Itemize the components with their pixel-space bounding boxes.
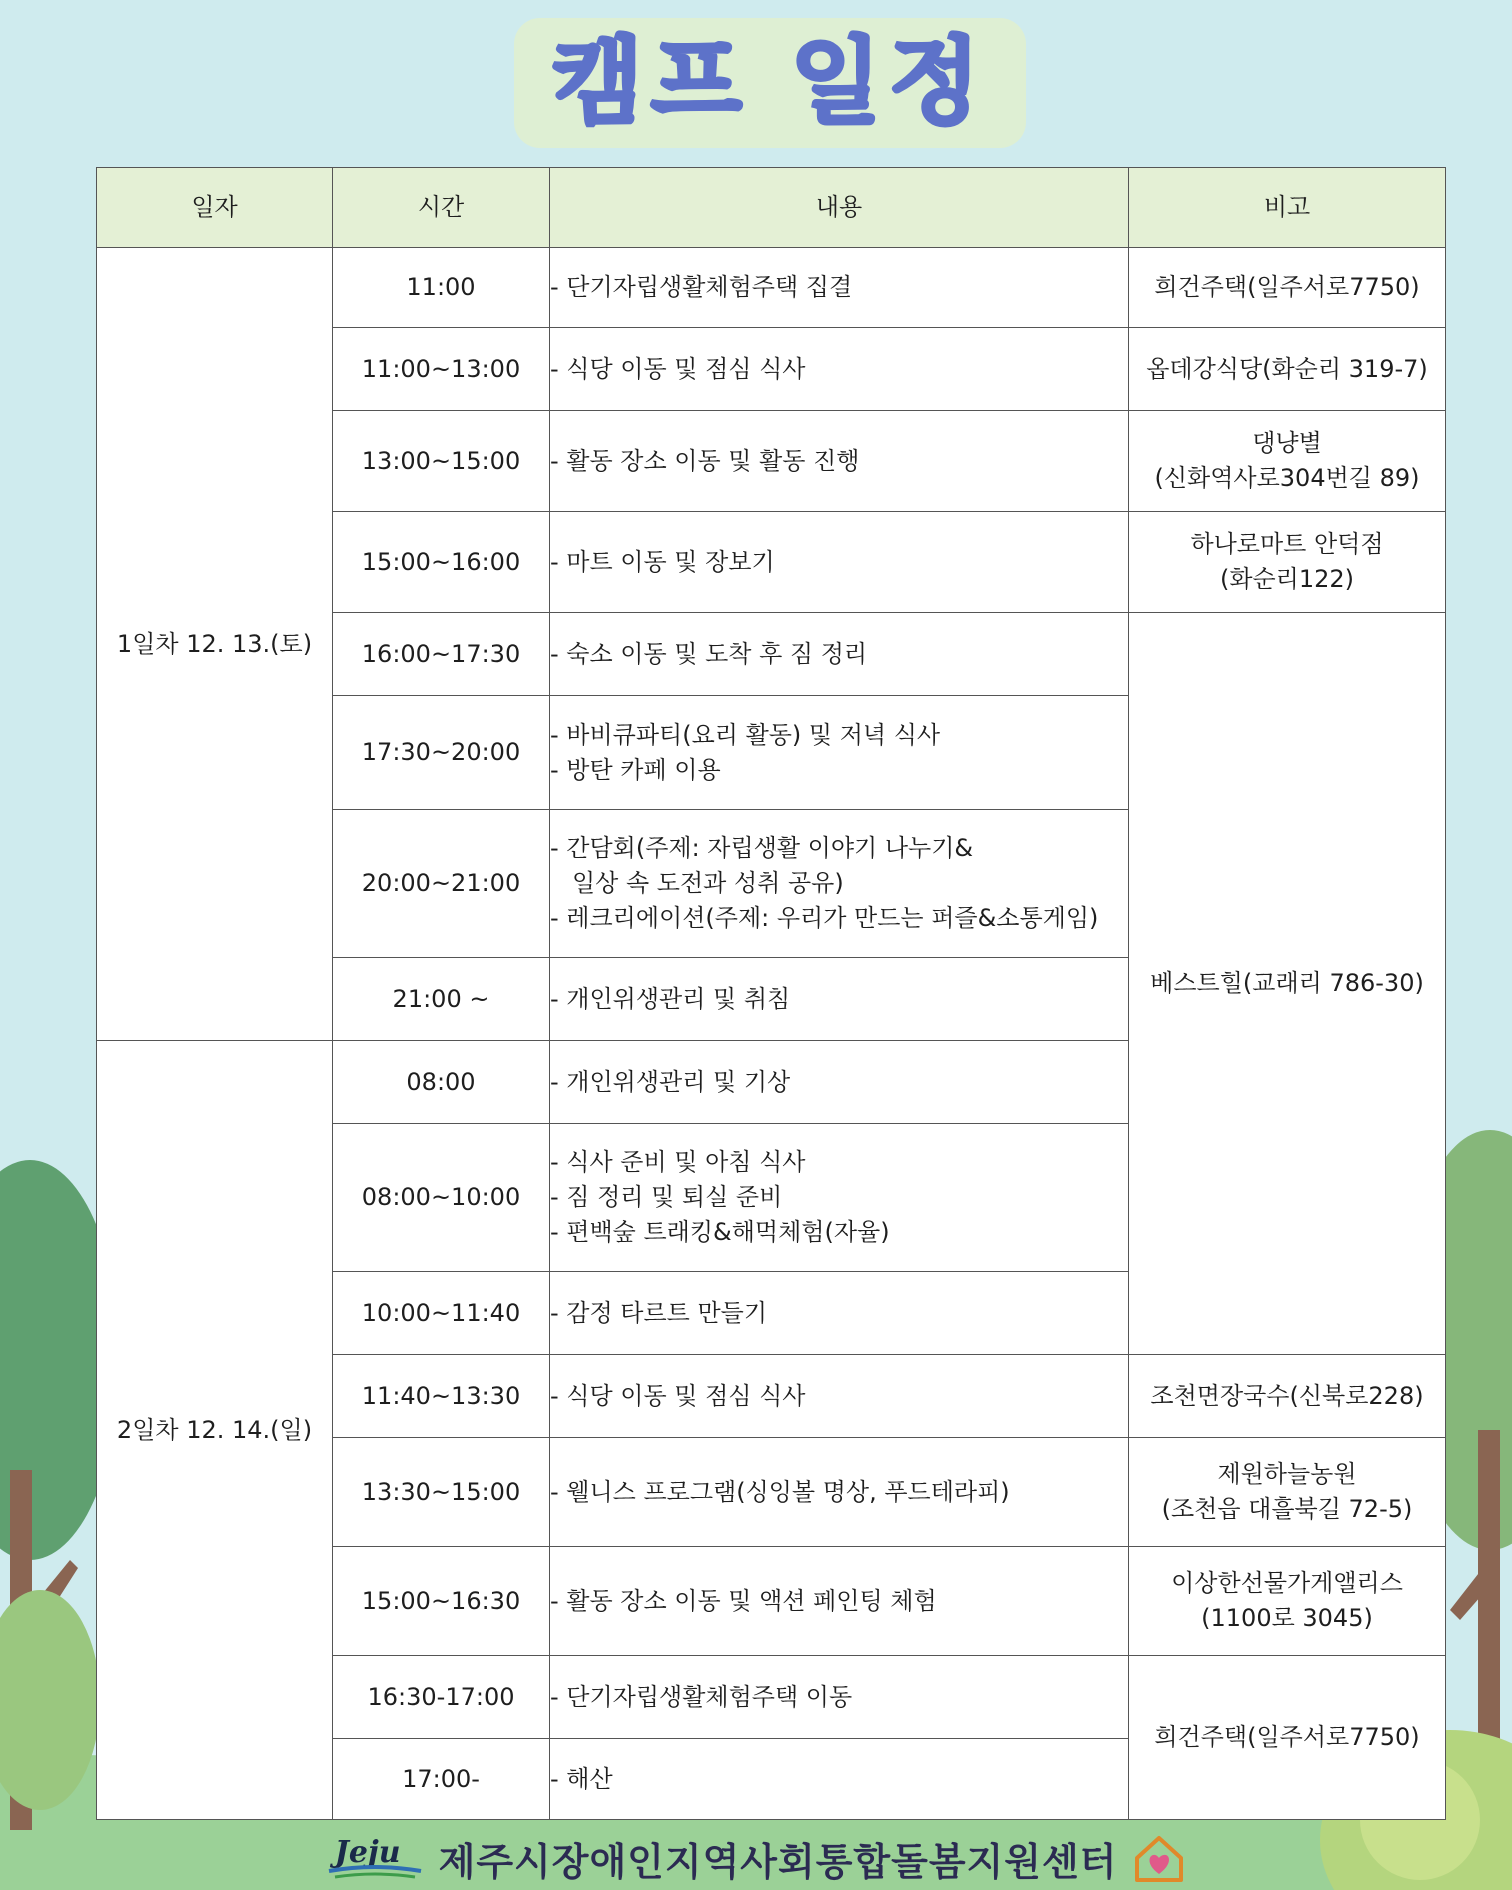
content-cell: - 활동 장소 이동 및 활동 진행: [550, 411, 1129, 512]
content-cell: - 해산: [550, 1739, 1129, 1820]
note-cell: 댕냥별 (신화역사로304번길 89): [1129, 411, 1446, 512]
content-cell: - 단기자립생활체험주택 집결: [550, 248, 1129, 328]
content-cell: - 식사 준비 및 아침 식사 - 짐 정리 및 퇴실 준비 - 편백숲 트래킹&해먹체험(자율): [550, 1124, 1129, 1272]
time-cell: 16:30-17:00: [333, 1656, 550, 1739]
note-cell: 제원하늘농원 (조천읍 대흘북길 72-5): [1129, 1438, 1446, 1547]
footer: [0, 1826, 1512, 1890]
title-banner: [514, 18, 1026, 148]
day1-cell: 1일차 12. 13.(토): [97, 248, 333, 1041]
content-cell: - 간담회(주제: 자립생활 이야기 나누기& 일상 속 도전과 성취 공유) - 레크리에이션(주제: 우리가 만드는 퍼즐&소통게임): [550, 810, 1129, 958]
house-heart-icon: [1131, 1830, 1187, 1886]
content-cell: - 식당 이동 및 점심 식사: [550, 1355, 1129, 1438]
time-cell: 17:30~20:00: [333, 696, 550, 810]
content-cell: - 개인위생관리 및 취침: [550, 958, 1129, 1041]
logo-wave-icon: [325, 1833, 425, 1883]
time-cell: 15:00~16:30: [333, 1547, 550, 1656]
content-cell: - 식당 이동 및 점심 식사: [550, 328, 1129, 411]
note-cell: 옵데강식당(화순리 319-7): [1129, 328, 1446, 411]
content-cell: - 개인위생관리 및 기상: [550, 1041, 1129, 1124]
time-cell: 11:00: [333, 248, 550, 328]
time-cell: 16:00~17:30: [333, 613, 550, 696]
content-cell: - 활동 장소 이동 및 액션 페인팅 체험: [550, 1547, 1129, 1656]
schedule-table: [96, 167, 1446, 1820]
header-time: 시간: [333, 168, 550, 248]
time-cell: 21:00 ~: [333, 958, 550, 1041]
content-cell: - 단기자립생활체험주택 이동: [550, 1656, 1129, 1739]
header-note: 비고: [1129, 168, 1446, 248]
time-cell: 13:00~15:00: [333, 411, 550, 512]
time-cell: 11:00~13:00: [333, 328, 550, 411]
note-cell: 하나로마트 안덕점 (화순리122): [1129, 512, 1446, 613]
note-cell: 이상한선물가게앨리스 (1100로 3045): [1129, 1547, 1446, 1656]
header-row: [97, 168, 1446, 248]
note-cell: 희건주택(일주서로7750): [1129, 248, 1446, 328]
content-cell: - 마트 이동 및 장보기: [550, 512, 1129, 613]
header-content: 내용: [550, 168, 1129, 248]
content-cell: - 웰니스 프로그램(싱잉볼 명상, 푸드테라피): [550, 1438, 1129, 1547]
content-cell: - 감정 타르트 만들기: [550, 1272, 1129, 1355]
note-cell: 베스트힐(교래리 786-30): [1129, 613, 1446, 1355]
header-date: 일자: [97, 168, 333, 248]
day2-cell: 2일차 12. 14.(일): [97, 1041, 333, 1820]
organization-name: 제주시장애인지역사회통합돌봄지원센터: [438, 1839, 1118, 1884]
jeju-logo: Jeju: [325, 1833, 425, 1883]
time-cell: 11:40~13:30: [333, 1355, 550, 1438]
time-cell: 20:00~21:00: [333, 810, 550, 958]
page-title: 캠프 일정: [552, 28, 988, 137]
time-cell: 08:00: [333, 1041, 550, 1124]
time-cell: 13:30~15:00: [333, 1438, 550, 1547]
time-cell: 08:00~10:00: [333, 1124, 550, 1272]
content-cell: - 바비큐파티(요리 활동) 및 저녁 식사 - 방탄 카페 이용: [550, 696, 1129, 810]
content-cell: - 숙소 이동 및 도착 후 짐 정리: [550, 613, 1129, 696]
time-cell: 15:00~16:00: [333, 512, 550, 613]
table-row: [97, 248, 1446, 328]
note-cell: 희건주택(일주서로7750): [1129, 1656, 1446, 1820]
time-cell: 10:00~11:40: [333, 1272, 550, 1355]
note-cell: 조천면장국수(신북로228): [1129, 1355, 1446, 1438]
time-cell: 17:00-: [333, 1739, 550, 1820]
